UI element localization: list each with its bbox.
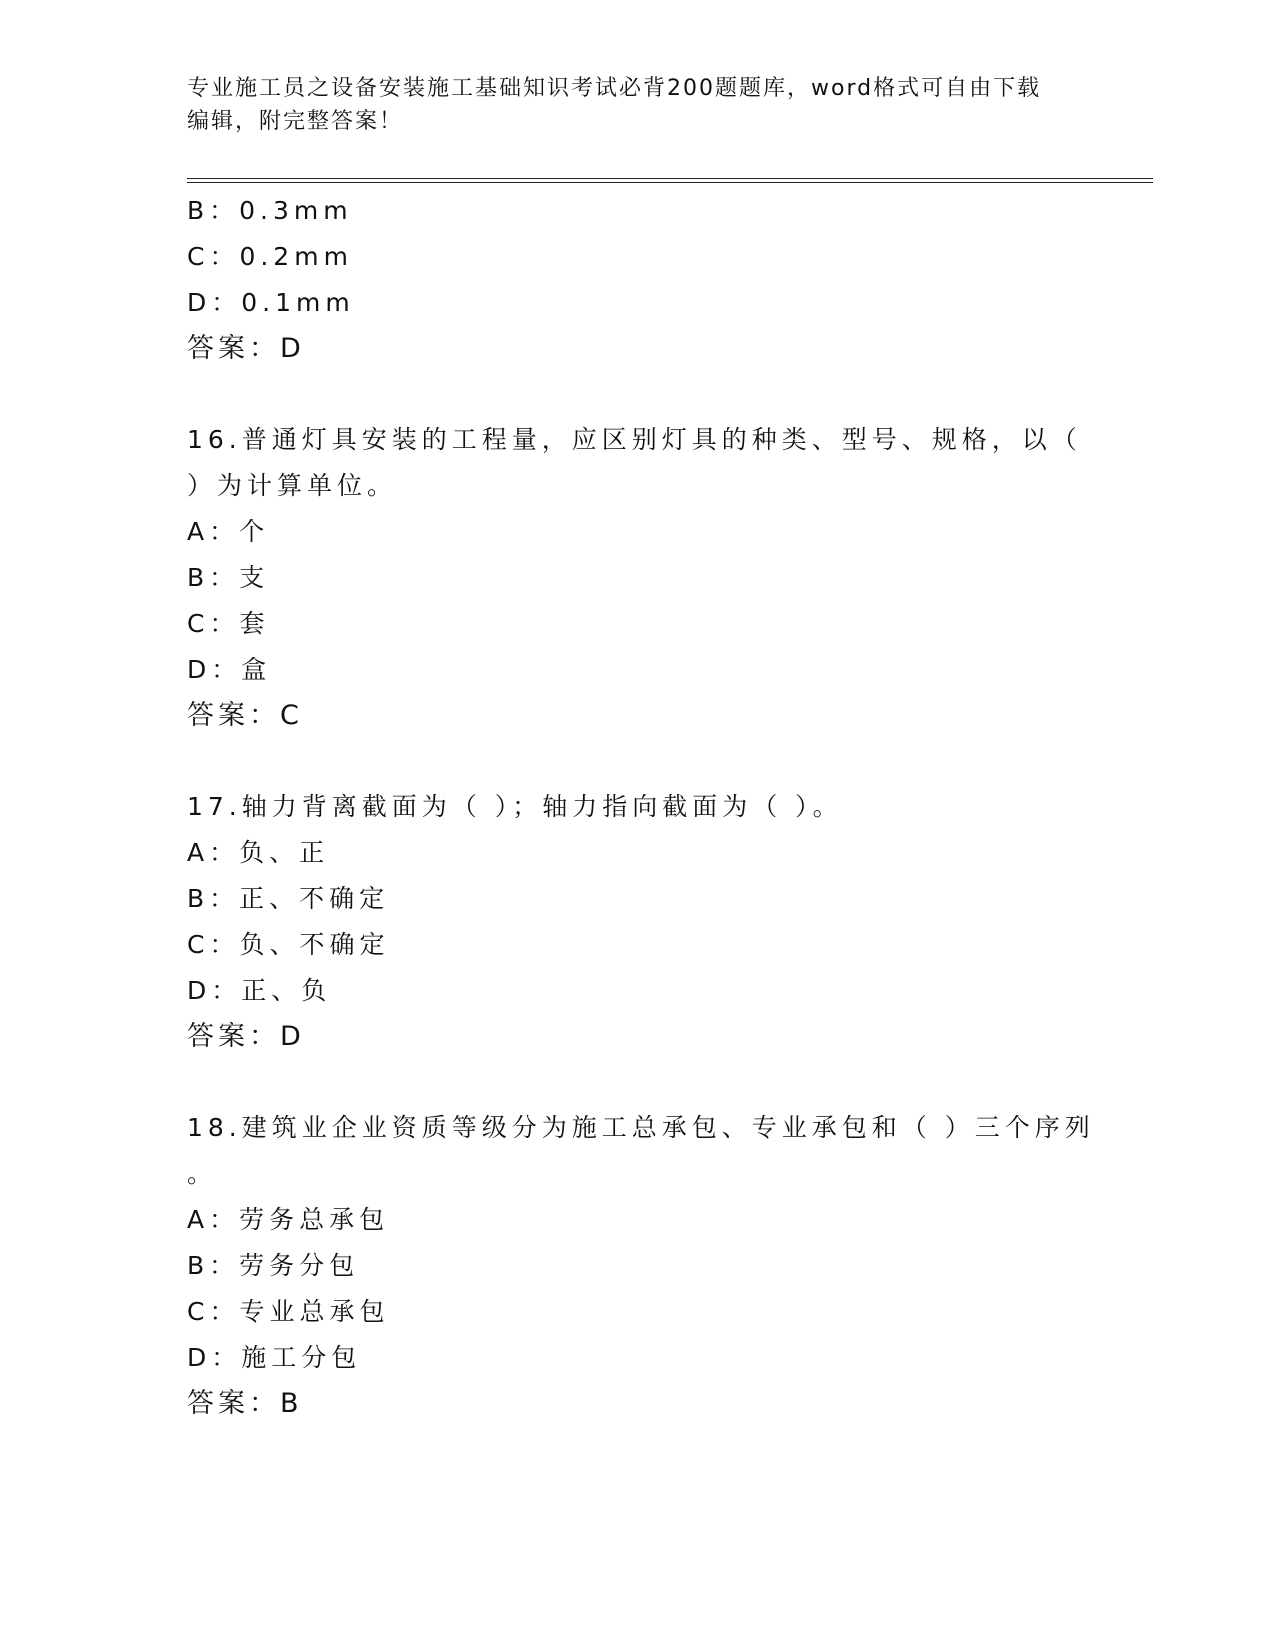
answer-label: 答案：: [187, 700, 280, 731]
question-text-line-1: 16.普通灯具安装的工程量，应区别灯具的种类、型号、规格，以（: [187, 425, 1082, 454]
option-b: B：正、不确定: [187, 884, 390, 913]
header-line-1: 专业施工员之设备安装施工基础知识考试必背200题题库，word格式可自由下载: [187, 76, 1042, 101]
option-b: B：支: [187, 563, 270, 592]
answer-line: [187, 1014, 1087, 1060]
answer-label: 答案：: [187, 1388, 280, 1419]
option-c: C：专业总承包: [187, 1297, 390, 1326]
option-d: D：盒: [187, 655, 272, 684]
question-list: [187, 188, 1095, 1427]
question-text-line-1: 18.建筑业企业资质等级分为施工总承包、专业承包和（ ）三个序列: [187, 1113, 1095, 1142]
answer-value: D: [280, 1021, 303, 1052]
option-b: B：劳务分包: [187, 1251, 360, 1280]
question-18: [187, 1105, 1095, 1427]
answer-line: [187, 693, 1087, 739]
answer-label: 答案：: [187, 333, 280, 364]
answer-line: [187, 326, 1087, 372]
question-text-line-1: 17.轴力背离截面为（ ）；轴力指向截面为（ ）。: [187, 792, 843, 821]
question-17: [187, 784, 1087, 1060]
answer-value: D: [280, 333, 303, 364]
option-a: A：劳务总承包: [187, 1205, 390, 1234]
option-a: A：个: [187, 517, 270, 546]
answer-value: C: [280, 700, 301, 731]
question-15-continued: [187, 188, 1087, 372]
document-header: [187, 72, 1067, 138]
header-divider-bottom: [187, 182, 1153, 183]
header-line-2: 编辑，附完整答案！: [187, 109, 404, 134]
option-d: D：正、负: [187, 976, 332, 1005]
question-text-line-2: 。: [187, 1159, 218, 1188]
answer-value: B: [280, 1388, 301, 1419]
option-c: C：负、不确定: [187, 930, 390, 959]
header-divider-top: [187, 178, 1153, 179]
option-b: B：0.3mm: [187, 196, 353, 225]
option-d: D：施工分包: [187, 1343, 362, 1372]
option-a: A：负、正: [187, 838, 330, 867]
answer-line: [187, 1381, 1087, 1427]
option-c: C：套: [187, 609, 270, 638]
answer-label: 答案：: [187, 1021, 280, 1052]
option-c: C：0.2mm: [187, 242, 353, 271]
question-16: [187, 417, 1087, 739]
option-d: D：0.1mm: [187, 288, 355, 317]
question-text-line-2: ）为计算单位。: [187, 471, 398, 500]
